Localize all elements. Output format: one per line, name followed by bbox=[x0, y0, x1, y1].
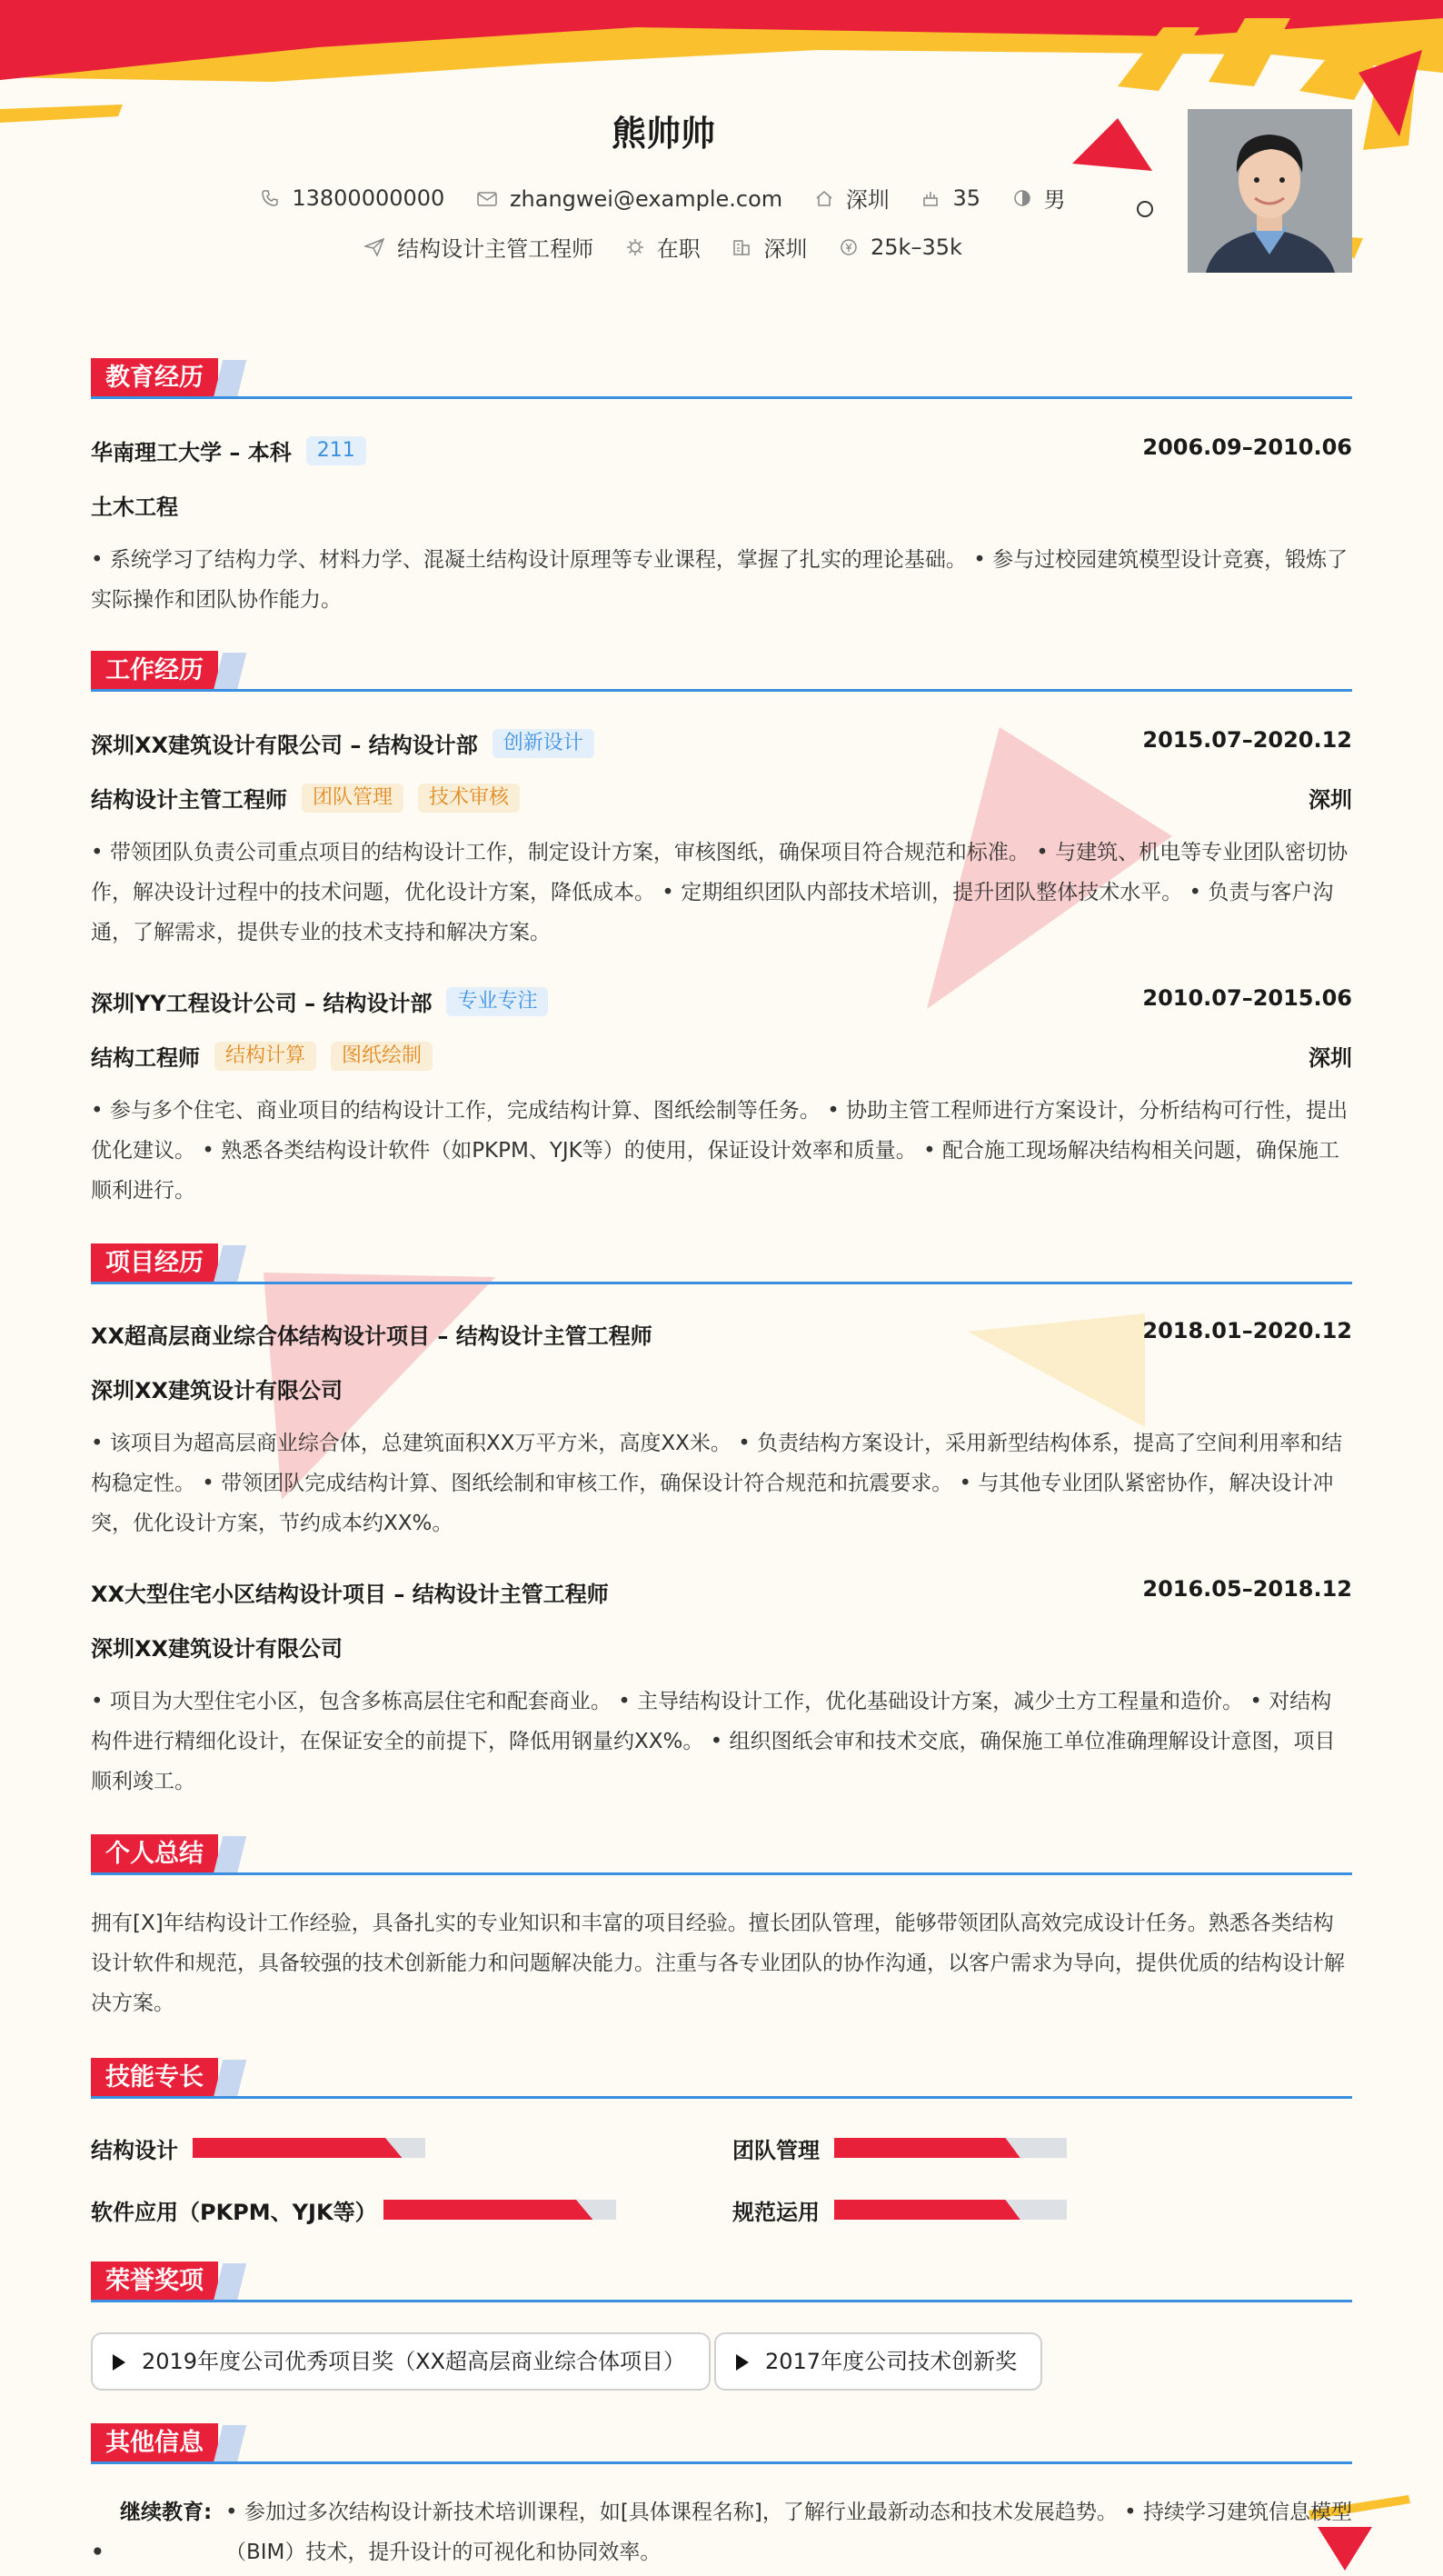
location-text: 深圳 bbox=[845, 187, 890, 213]
major: 土木工程 bbox=[91, 494, 178, 520]
city-item bbox=[732, 231, 807, 263]
projects-heading: 项目经历 bbox=[91, 1243, 218, 1283]
skill-bar-fill bbox=[193, 2138, 402, 2158]
skill-bar bbox=[193, 2138, 425, 2158]
send-icon bbox=[364, 238, 384, 256]
education-row bbox=[91, 434, 1352, 466]
status-item bbox=[626, 231, 701, 263]
project-description: • 该项目为超高层商业综合体，总建筑面积XX万平方米，高度XX米。 • 负责结构方案设计，采用新型结构体系，提高了空间利用率和结构稳定性。 • 带领团队完成结构计算、图纸绘制和审核工作，确保设计符合规范和抗震要求。 • 与其他专业团队紧密协作，解决设计冲突，优化设计方案，节约成本约XX%。 bbox=[91, 1432, 1343, 1535]
project-name: XX大型住宅小区结构设计项目 – 结构设计主管工程师 bbox=[91, 1582, 609, 1607]
other-text: • 参加过多次结构设计新技术培训课程，如[具体课程名称]，了解行业最新动态和技术发展趋势。 • 持续学习建筑信息模型（BIM）技术，提升设计的可视化和协同效率。 bbox=[225, 2501, 1353, 2564]
play-icon bbox=[113, 2354, 125, 2371]
location-item bbox=[815, 182, 890, 214]
candidate-name: 熊帅帅 bbox=[611, 114, 715, 154]
skill-name: 团队管理 bbox=[732, 2138, 820, 2163]
heading-tab-decoration bbox=[214, 360, 246, 398]
home-icon bbox=[815, 189, 833, 207]
status-text: 在职 bbox=[656, 236, 701, 262]
skill-name: 规范运用 bbox=[732, 2200, 820, 2225]
job-row bbox=[91, 727, 1352, 759]
heading-tab-decoration bbox=[214, 653, 246, 691]
company-tag: 创新设计 bbox=[493, 729, 594, 758]
project-name: XX超高层商业综合体结构设计项目 – 结构设计主管工程师 bbox=[91, 1323, 652, 1349]
job-date: 2010.07–2015.06 bbox=[1142, 985, 1352, 1011]
position-text: 结构设计主管工程师 bbox=[397, 236, 594, 262]
money-icon bbox=[840, 238, 858, 256]
status-icon bbox=[626, 238, 644, 256]
skill-bar-fill bbox=[383, 2200, 592, 2220]
other-heading: 其他信息 bbox=[91, 2423, 218, 2463]
education-description: • 系统学习了结构力学、材料力学、混凝土结构设计原理等专业课程，掌握了扎实的理论基础。 • 参与过校园建筑模型设计竞赛，锻炼了实际操作和团队协作能力。 bbox=[91, 548, 1348, 612]
school-tag: 211 bbox=[306, 436, 366, 465]
other-label: 继续教育: bbox=[120, 2501, 213, 2524]
company-tag: 专业专注 bbox=[446, 987, 548, 1016]
skills-section-title bbox=[91, 2058, 1352, 2098]
skill-bar bbox=[834, 2200, 1067, 2220]
award-item bbox=[714, 2332, 1042, 2391]
skill-bar-fill bbox=[834, 2200, 1020, 2220]
summary-text: 拥有[X]年结构设计工作经验，具备扎实的专业知识和丰富的项目经验。擅长团队管理，能够带领团队高效完成设计任务。熟悉各类结构设计软件和规范，具备较强的技术创新能力和问题解决能力。注重与各专业团队的协作沟通，以客户需求为导向，提供优质的结构设计解决方案。 bbox=[91, 1912, 1345, 2015]
project-description: • 项目为大型住宅小区，包含多栋高层住宅和配套商业。 • 主导结构设计工作，优化基础设计方案，减少土方工程量和造价。 • 对结构构件进行精细化设计，在保证安全的前提下，降低用钢量约XX%。 • 组织图纸会审和技术交底，确保施工单位准确理解设计意图，项目顺利竣工。 bbox=[91, 1690, 1336, 1793]
age-item bbox=[921, 185, 980, 211]
play-icon bbox=[736, 2354, 749, 2371]
summary-section-title bbox=[91, 1834, 1352, 1874]
heading-tab-decoration bbox=[214, 2060, 246, 2098]
project-date: 2016.05–2018.12 bbox=[1142, 1576, 1352, 1602]
salary-item bbox=[840, 235, 962, 260]
heading-tab-decoration bbox=[214, 1245, 246, 1283]
award-item bbox=[91, 2332, 711, 2391]
project-row bbox=[91, 1576, 1352, 1608]
heading-tab-decoration bbox=[214, 1836, 246, 1874]
gender-text: 男 bbox=[1043, 187, 1066, 213]
cake-icon bbox=[921, 189, 940, 207]
education-heading: 教育经历 bbox=[91, 358, 218, 398]
education-date: 2006.09–2010.06 bbox=[1142, 434, 1352, 460]
honors-section-title bbox=[91, 2261, 1352, 2301]
summary-heading: 个人总结 bbox=[91, 1834, 218, 1874]
skill-bar bbox=[834, 2138, 1067, 2158]
project-date: 2018.01–2020.12 bbox=[1142, 1318, 1352, 1343]
divider bbox=[91, 1282, 1352, 1284]
heading-tab-decoration bbox=[214, 2425, 246, 2463]
role-tag: 结构计算 bbox=[214, 1042, 316, 1071]
job-role: 结构设计主管工程师 bbox=[91, 787, 287, 813]
role-tag: 图纸绘制 bbox=[331, 1042, 433, 1071]
divider bbox=[91, 689, 1352, 692]
email-item bbox=[477, 186, 782, 212]
job-city: 深圳 bbox=[1309, 1045, 1352, 1071]
divider bbox=[91, 2300, 1352, 2302]
job-company: 深圳XX建筑设计有限公司 – 结构设计部 bbox=[91, 733, 478, 758]
job-city: 深圳 bbox=[1309, 787, 1352, 813]
building-icon bbox=[732, 238, 751, 256]
role-tag: 团队管理 bbox=[302, 784, 403, 813]
project-company: 深圳XX建筑设计有限公司 bbox=[91, 1636, 343, 1662]
work-section-title bbox=[91, 651, 1352, 691]
phone-icon bbox=[261, 189, 279, 207]
job-description: • 参与多个住宅、商业项目的结构设计工作，完成结构计算、图纸绘制等任务。 • 协助主管工程师进行方案设计，分析结构可行性，提出优化建议。 • 熟悉各类结构设计软件（如PKPM、YJK等）的使用，保证设计效率和质量。 • 配合施工现场解决结构相关问题，确保施工顺利进行。 bbox=[91, 1099, 1348, 1203]
skills-heading: 技能专长 bbox=[91, 2058, 218, 2098]
avatar bbox=[1188, 109, 1352, 273]
gender-icon bbox=[1013, 189, 1031, 207]
job-role: 结构工程师 bbox=[91, 1045, 200, 1071]
education-section-title bbox=[91, 358, 1352, 398]
job-company: 深圳YY工程设计公司 – 结构设计部 bbox=[91, 991, 433, 1016]
skill-name: 软件应用（PKPM、YJK等） bbox=[91, 2200, 377, 2225]
divider bbox=[91, 1872, 1352, 1875]
city-text: 深圳 bbox=[763, 236, 808, 262]
job-role-row bbox=[91, 782, 1352, 814]
project-row bbox=[91, 1318, 1352, 1350]
school-name: 华南理工大学 – 本科 bbox=[91, 440, 292, 465]
divider bbox=[91, 396, 1352, 399]
job-row bbox=[91, 985, 1352, 1017]
age-text: 35 bbox=[952, 185, 980, 211]
award-text: 2019年度公司优秀项目奖（XX超高层商业综合体项目） bbox=[142, 2349, 685, 2374]
gender-item bbox=[1013, 182, 1066, 214]
award-text: 2017年度公司技术创新奖 bbox=[765, 2349, 1018, 2374]
projects-section-title bbox=[91, 1243, 1352, 1283]
bullet: • bbox=[91, 2541, 104, 2564]
job-info-row bbox=[91, 231, 1236, 263]
project-company: 深圳XX建筑设计有限公司 bbox=[91, 1378, 343, 1403]
skill-bar-fill bbox=[834, 2138, 1020, 2158]
job-role-row bbox=[91, 1040, 1352, 1072]
divider bbox=[91, 2096, 1352, 2099]
phone-number: 13800000000 bbox=[292, 185, 445, 211]
divider bbox=[91, 2461, 1352, 2464]
mail-icon bbox=[477, 191, 497, 207]
role-tag: 技术审核 bbox=[418, 784, 520, 813]
skill-name: 结构设计 bbox=[91, 2138, 178, 2163]
email-address: zhangwei@example.com bbox=[509, 185, 783, 212]
job-description: • 带领团队负责公司重点项目的结构设计工作，制定设计方案，审核图纸，确保项目符合规范和标准。 • 与建筑、机电等专业团队密切协作，解决设计过程中的技术问题，优化设计方案，降低成本。 • 定期组织团队内部技术培训，提升团队整体技术水平。 • 负责与客户沟通，了解需求，提供专业的技术支持和解决方案。 bbox=[91, 841, 1348, 944]
skill-bar bbox=[383, 2200, 616, 2220]
contact-info-row bbox=[91, 182, 1236, 214]
avatar-photo bbox=[1188, 109, 1352, 273]
job-date: 2015.07–2020.12 bbox=[1142, 727, 1352, 753]
salary-text: 25k–35k bbox=[871, 234, 962, 260]
phone-item bbox=[261, 185, 444, 211]
position-item bbox=[364, 231, 593, 263]
heading-tab-decoration bbox=[214, 2263, 246, 2301]
honors-heading: 荣誉奖项 bbox=[91, 2261, 218, 2301]
work-heading: 工作经历 bbox=[91, 651, 218, 691]
other-section-title bbox=[91, 2423, 1352, 2463]
